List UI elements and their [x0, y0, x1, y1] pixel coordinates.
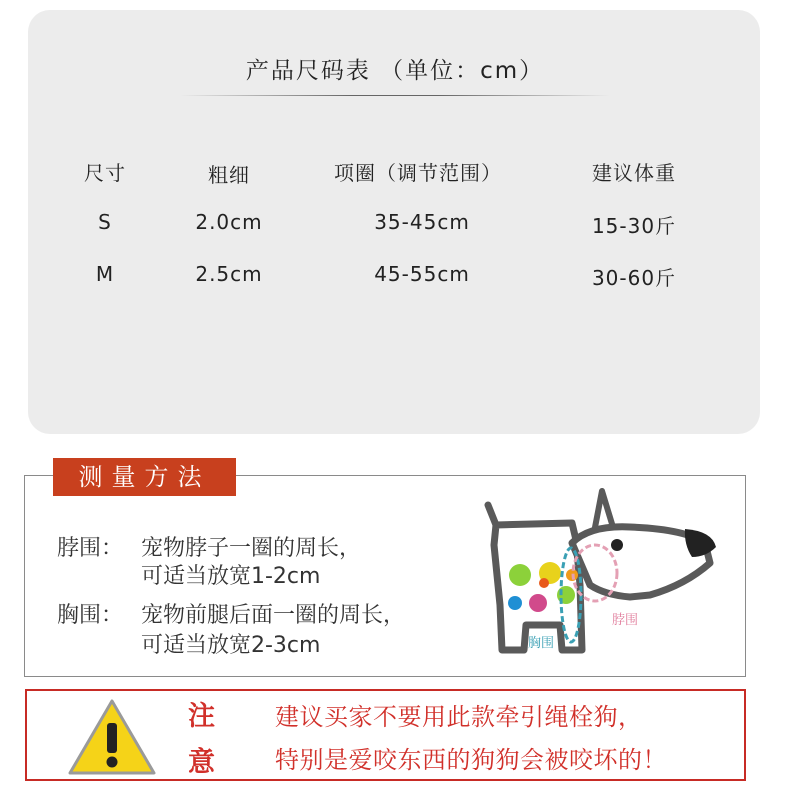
chest-label: 胸围：: [57, 603, 124, 628]
row-m-collar: 45-55cm: [374, 262, 470, 286]
warning-char-2: 意: [188, 747, 215, 778]
neck-instruction: [57, 531, 361, 562]
neck-note: 可适当放宽1-2cm: [141, 564, 321, 589]
header-collar-range: 项圈（调节范围）: [334, 161, 502, 185]
row-m-thickness: 2.5cm: [195, 262, 263, 286]
size-chart-title: 产品尺码表 （单位：cm）: [245, 58, 545, 84]
row-s-size: S: [98, 210, 112, 234]
diagram-neck-label: 脖围: [612, 613, 639, 628]
row-s-thickness: 2.0cm: [195, 210, 263, 234]
row-m-size: M: [95, 262, 115, 286]
warning-char-1: 注: [188, 701, 215, 732]
row-s-collar: 35-45cm: [374, 210, 470, 234]
neck-label: 脖围：: [57, 536, 124, 561]
measure-header: 测量方法: [53, 458, 236, 496]
row-m-weight: 30-60斤: [591, 266, 677, 290]
title-divider: [180, 95, 610, 96]
chest-note: 可适当放宽2-3cm: [141, 633, 321, 658]
dog-illustration: [480, 485, 730, 670]
warning-icon: [66, 697, 158, 777]
warning-line-2: 特别是爱咬东西的狗狗会被咬坏的！: [275, 746, 667, 774]
header-thickness: 粗细: [208, 163, 250, 187]
diagram-chest-label: 胸围: [528, 636, 555, 651]
header-weight: 建议体重: [592, 161, 676, 185]
dog-diagram: [480, 485, 730, 670]
warning-line-1: 建议买家不要用此款牵引绳栓狗，: [275, 703, 643, 731]
chest-instruction: [57, 598, 405, 629]
header-size: 尺寸: [84, 161, 126, 185]
row-s-weight: 15-30斤: [591, 214, 677, 238]
chest-text: 宠物前腿后面一圈的周长，: [141, 603, 406, 628]
neck-text: 宠物脖子一圈的周长，: [141, 536, 362, 561]
